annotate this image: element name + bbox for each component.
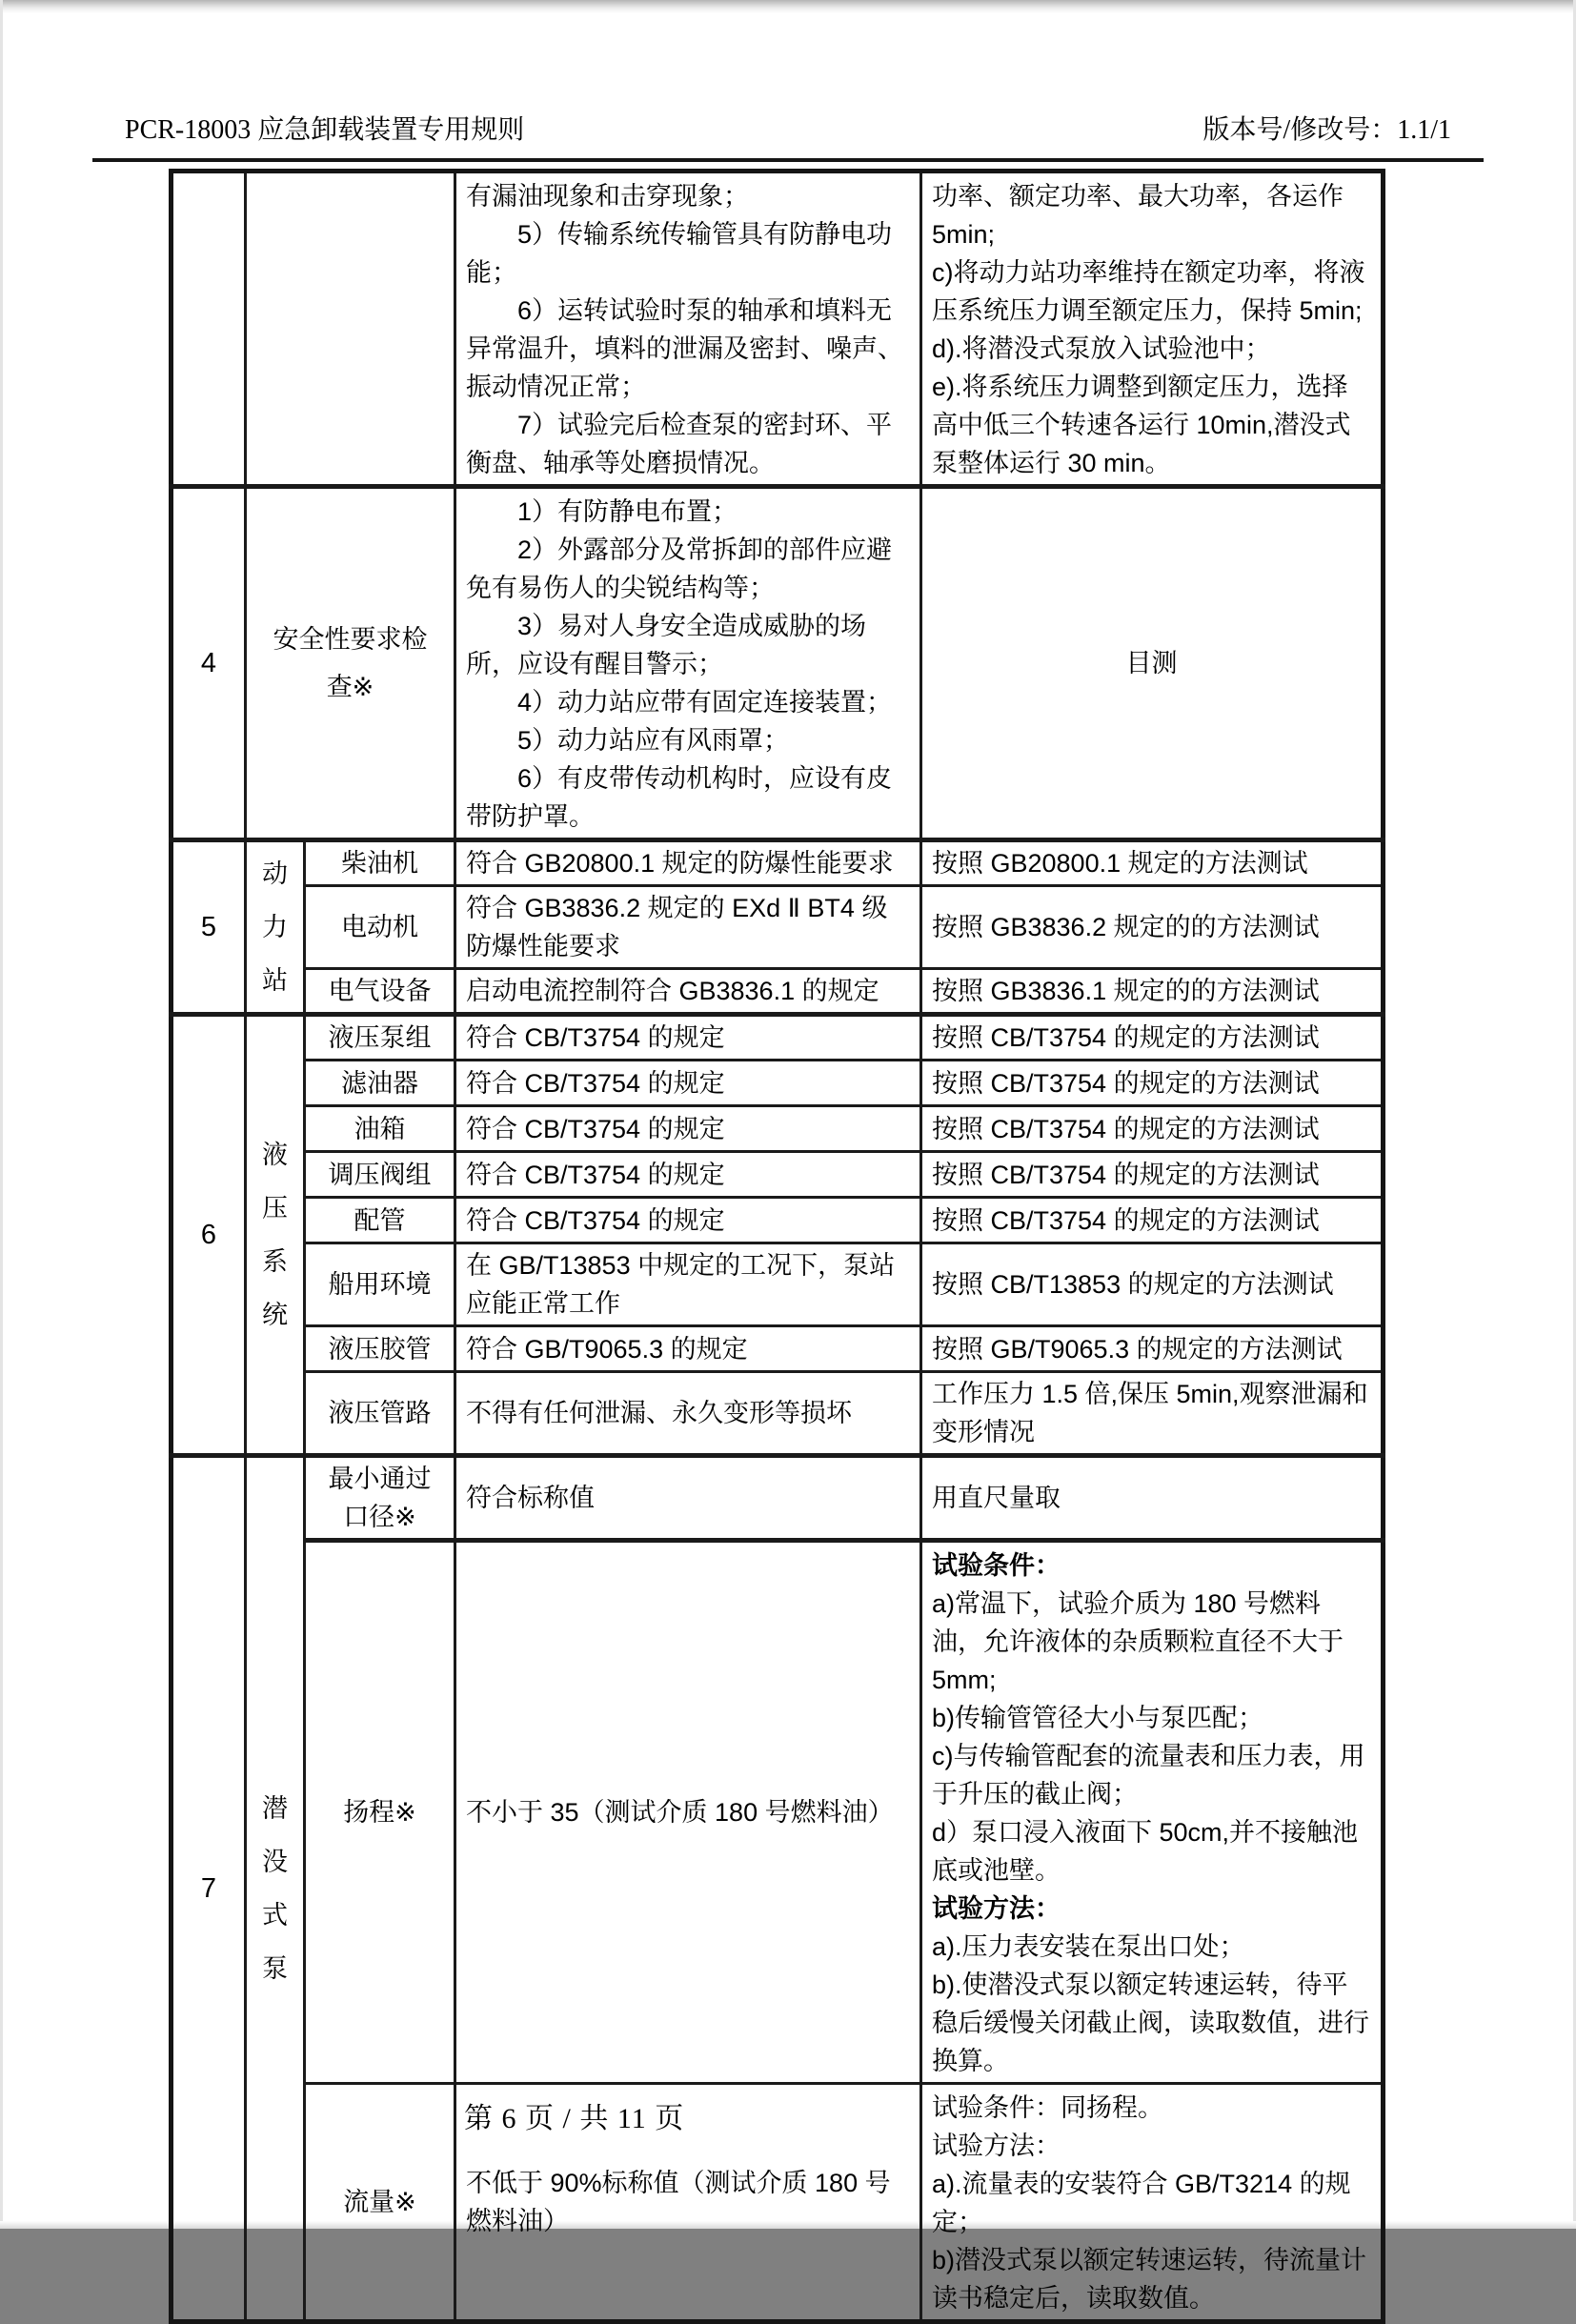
item-name-text: 安全性要求检 (273, 625, 428, 654)
category-text: 潜没式泵 (262, 1794, 288, 1983)
table-row-5a (172, 840, 1384, 886)
table-row-6f (172, 1243, 1384, 1326)
item-name-cell: 柴油机 (305, 840, 455, 886)
requirement-cell: 不得有任何泄漏、永久变形等损坏 (455, 1372, 921, 1456)
method-cell: 按照 GB/T9065.3 的规定的方法测试 (921, 1326, 1384, 1372)
item-name-cell: 流量※ (305, 2084, 455, 2322)
table-row-6c (172, 1106, 1384, 1152)
requirement-text: 5）动力站应有风雨罩； (517, 726, 790, 755)
requirement-cell: 符合标称值 (455, 1456, 921, 1541)
requirement-cell: 符合 GB/T9065.3 的规定 (455, 1326, 921, 1372)
row-number-cell: 4 (172, 487, 246, 840)
method-text: a).流量表的安装符合 GB/T3214 的规定； (932, 2170, 1351, 2236)
item-name-cell: 滤油器 (305, 1061, 455, 1106)
requirement-cell: 符合 CB/T3754 的规定 (455, 1061, 921, 1106)
requirement-text: 有漏油现象和击穿现象； (466, 182, 749, 211)
method-text: c)与传输管配套的流量表和压力表，用于升压的截止阀； (932, 1742, 1365, 1809)
requirement-text: 7）试验完后检查泵的密封环、平衡盘、轴承等处磨损情况。 (466, 411, 893, 477)
requirement-text: 2）外露部分及常拆卸的部件应避免有易伤人的尖锐结构等； (466, 536, 893, 602)
method-text: a)常温下，试验介质为 180 号燃料油，允许液体的杂质颗粒直径不大于 5mm; (932, 1589, 1344, 1694)
item-name-cell: 电动机 (305, 886, 455, 969)
requirement-cell: 符合 GB20800.1 规定的防爆性能要求 (455, 840, 921, 886)
item-name-cell: 油箱 (305, 1106, 455, 1152)
table-row-6b (172, 1061, 1384, 1106)
method-cell: 按照 CB/T13853 的规定的方法测试 (921, 1243, 1384, 1326)
method-text: 试验方法： (932, 2132, 1061, 2160)
method-cell: 按照 GB3836.1 规定的的方法测试 (921, 969, 1384, 1015)
method-text: c)将动力站功率维持在额定功率，将液压系统压力调至额定压力，保持 5min; (932, 258, 1365, 325)
method-text: 功率、额定功率、最大功率，各运作 5min; (932, 182, 1344, 249)
method-cell: 目测 (921, 487, 1384, 840)
requirement-cell: 符合 CB/T3754 的规定 (455, 1106, 921, 1152)
scan-edge-left (0, 0, 3, 2229)
method-cell: 按照 CB/T3754 的规定的方法测试 (921, 1015, 1384, 1061)
item-name-cell: 液压管路 (305, 1372, 455, 1456)
requirement-text: 5）传输系统传输管具有防静电功能； (466, 220, 893, 287)
requirement-cell: 符合 CB/T3754 的规定 (455, 1015, 921, 1061)
requirement-text: 1）有防静电布置； (517, 497, 738, 526)
category-cell (246, 1456, 305, 2322)
item-name-cell: 配管 (305, 1198, 455, 1243)
method-text: 试验条件： (932, 1551, 1061, 1580)
item-name-cell (246, 172, 455, 487)
item-name-cell (246, 487, 455, 840)
requirement-cell: 符合 CB/T3754 的规定 (455, 1152, 921, 1198)
method-cell (921, 172, 1384, 487)
method-cell: 按照 CB/T3754 的规定的方法测试 (921, 1061, 1384, 1106)
method-cell (921, 2084, 1384, 2322)
item-name-cell: 液压泵组 (305, 1015, 455, 1061)
method-text: b).使潜没式泵以额定转速运转，待平稳后缓慢关闭截止阀，读取数值，进行换算。 (932, 1970, 1369, 2075)
category-cell (246, 1015, 305, 1456)
table-row-6e (172, 1198, 1384, 1243)
method-cell: 按照 CB/T3754 的规定的方法测试 (921, 1152, 1384, 1198)
method-cell: 按照 CB/T3754 的规定的方法测试 (921, 1198, 1384, 1243)
table-row-7c (172, 2084, 1384, 2322)
table-row-continuation (172, 172, 1384, 487)
requirement-cell: 在 GB/T13853 中规定的工况下，泵站应能正常工作 (455, 1243, 921, 1326)
spec-table (169, 169, 1385, 2324)
page-footer: 第 6 页 / 共 11 页 (464, 2103, 685, 2134)
method-text: d）泵口浸入液面下 50cm,并不接触池底或池壁。 (932, 1818, 1359, 1885)
requirement-cell: 符合 GB3836.2 规定的 EXd Ⅱ BT4 级防爆性能要求 (455, 886, 921, 969)
item-name-cell: 船用环境 (305, 1243, 455, 1326)
method-cell (921, 1541, 1384, 2084)
doc-header (92, 109, 1484, 162)
method-text: e).将系统压力调整到额定压力，选择高中低三个转速各运行 10min,潜没式泵整体运行 30 min。 (932, 373, 1351, 477)
item-name-cell (305, 1456, 455, 1541)
requirement-text: 4）动力站应带有固定连接装置； (517, 688, 893, 717)
method-cell: 按照 GB3836.2 规定的的方法测试 (921, 886, 1384, 969)
row-number-cell: 5 (172, 840, 246, 1015)
table-row-6d (172, 1152, 1384, 1198)
table-row-4 (172, 487, 1384, 840)
requirement-cell (455, 487, 921, 840)
table-row-5b (172, 886, 1384, 969)
method-cell: 用直尺量取 (921, 1456, 1384, 1541)
item-name-cell: 扬程※ (305, 1541, 455, 2084)
requirement-text: 6）运转试验时泵的轴承和填料无异常温升，填料的泄漏及密封、噪声、振动情况正常； (466, 296, 903, 401)
item-name-text: 查※ (326, 673, 374, 701)
category-text: 动力站 (262, 859, 288, 995)
item-name-text: 最小通过 (328, 1465, 432, 1493)
table-row-7a (172, 1456, 1384, 1541)
method-text: b)传输管管径大小与泵匹配； (932, 1704, 1264, 1732)
row-number-cell (172, 172, 246, 487)
method-text: a).压力表安装在泵出口处； (932, 1932, 1245, 1961)
scan-edge-top (0, 0, 1576, 13)
method-cell: 按照 CB/T3754 的规定的方法测试 (921, 1106, 1384, 1152)
row-number-cell: 6 (172, 1015, 246, 1456)
table-row-6h (172, 1372, 1384, 1456)
requirement-text: 3）易对人身安全造成威胁的场所，应设有醒目警示； (466, 612, 867, 678)
category-text: 液压系统 (262, 1141, 288, 1329)
requirement-cell: 启动电流控制符合 GB3836.1 的规定 (455, 969, 921, 1015)
table-row-5c (172, 969, 1384, 1015)
item-name-cell: 液压胶管 (305, 1326, 455, 1372)
method-text: d).将潜没式泵放入试验池中； (932, 334, 1271, 363)
doc-title: PCR-18003 应急卸载装置专用规则 (125, 115, 525, 145)
table-row-6g (172, 1326, 1384, 1372)
item-name-text: 口径※ (343, 1503, 416, 1531)
requirement-cell (455, 172, 921, 487)
method-text: b)潜没式泵以额定转速运转，待流量计读书稳定后，读取数值。 (932, 2246, 1367, 2313)
category-cell (246, 840, 305, 1015)
item-name-cell: 电气设备 (305, 969, 455, 1015)
method-cell: 工作压力 1.5 倍,保压 5min,观察泄漏和变形情况 (921, 1372, 1384, 1456)
table-row-6a (172, 1015, 1384, 1061)
row-number-cell: 7 (172, 1456, 246, 2322)
item-name-cell: 调压阀组 (305, 1152, 455, 1198)
method-cell: 按照 GB20800.1 规定的方法测试 (921, 840, 1384, 886)
doc-version-label: 版本号/修改号：1.1/1 (1202, 115, 1451, 145)
table-row-7b (172, 1541, 1384, 2084)
method-text: 试验条件：同扬程。 (932, 2093, 1163, 2122)
method-text: 试验方法： (932, 1894, 1061, 1923)
requirement-text: 6）有皮带传动机构时，应设有皮带防护罩。 (466, 764, 893, 831)
requirement-cell: 不小于 35（测试介质 180 号燃料油） (455, 1541, 921, 2084)
requirement-cell: 符合 CB/T3754 的规定 (455, 1198, 921, 1243)
requirement-cell: 不低于 90%标称值（测试介质 180 号燃料油） (455, 2084, 921, 2322)
